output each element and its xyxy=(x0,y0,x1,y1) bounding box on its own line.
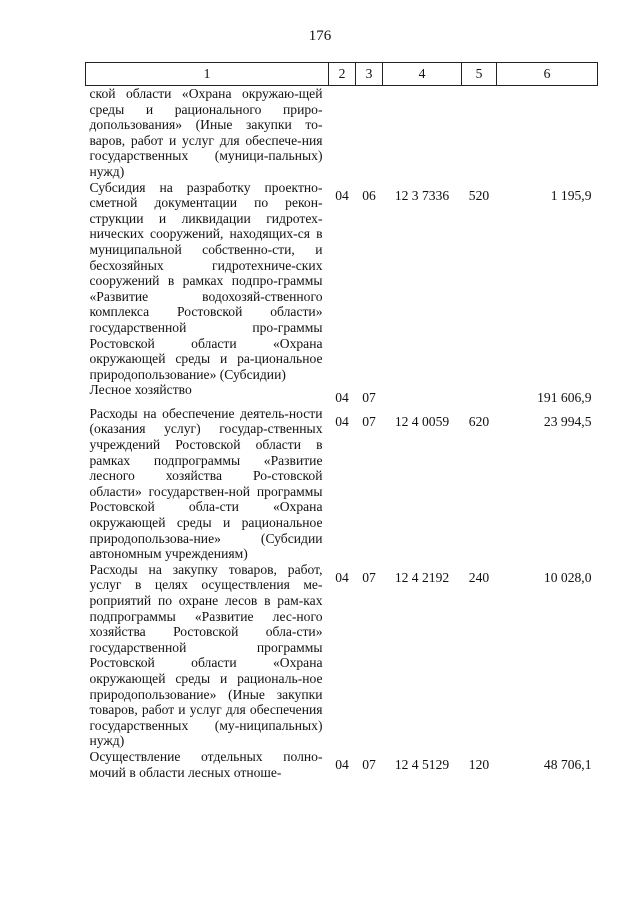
row-subsection xyxy=(356,86,383,180)
row-description: Осуществление отдельных полно-мочий в области лесных отноше- xyxy=(89,748,323,780)
row-description: Расходы на закупку товаров, работ, услуг в целях осуществления ме-роприятий по охране лесов в рам-ках подпрограммы «Развитие лес-ного хозяйства Ростовской обла-сти» государственной программы Ростовской области «Охрана окружающей среды и рациональ-ное природопользование» (Иные закупки товаров, работ и услуг для обеспечения государственных (му-ниципальных) нужд) xyxy=(89,561,323,749)
row-expense-type xyxy=(462,382,497,406)
row-target-code: 12 4 5129 xyxy=(394,756,450,772)
table-row xyxy=(86,749,598,780)
row-amount xyxy=(497,86,598,180)
row-target-code: 12 3 7336 xyxy=(394,187,450,203)
row-expense-type xyxy=(462,86,497,180)
row-target-code xyxy=(383,86,462,180)
row-expense-type: 520 xyxy=(468,187,490,203)
row-section: 04 xyxy=(335,187,349,203)
column-header: 4 xyxy=(383,63,462,86)
row-expense-type: 120 xyxy=(468,756,490,772)
row-amount: 48 706,1 xyxy=(543,756,592,772)
column-header: 3 xyxy=(356,63,383,86)
column-header: 5 xyxy=(462,63,497,86)
table-row xyxy=(86,406,598,562)
row-expense-type: 620 xyxy=(468,413,490,429)
table-row xyxy=(86,562,598,749)
row-section xyxy=(329,86,356,180)
table-row xyxy=(86,180,598,383)
page-number: 176 xyxy=(308,28,332,44)
row-section: 04 xyxy=(335,390,349,406)
row-amount: 23 994,5 xyxy=(543,413,592,429)
row-subsection: 07 xyxy=(362,390,376,406)
table-row xyxy=(86,382,598,406)
column-header: 2 xyxy=(329,63,356,86)
row-description: Расходы на обеспечение деятель-ности (оказания услуг) государ-ственных учреждений Ростовской области в рамках подпрограммы «Развитие лесного хозяйства Ро-стовской области» государствен-ной программы Ростовской обла-сти «Охрана окружающей среды и рациональное природопользова-ние» (Субсидии автономным учреждениям) xyxy=(89,405,323,562)
row-subsection: 06 xyxy=(362,187,376,203)
row-expense-type: 240 xyxy=(468,569,490,585)
row-subsection: 07 xyxy=(362,413,376,429)
row-description: ской области «Охрана окружаю-щей среды и рационального приро-допользования» (Иные закупки то-варов, работ и услуг для обеспече-ния государственных (муници-пальных) нужд) xyxy=(89,86,323,179)
row-section: 04 xyxy=(335,413,349,429)
row-description: Лесное хозяйство xyxy=(89,382,192,398)
column-header: 1 xyxy=(86,63,329,86)
row-amount: 10 028,0 xyxy=(543,569,592,585)
row-target-code: 12 4 0059 xyxy=(394,413,450,429)
table-header-row xyxy=(86,63,598,86)
row-target-code xyxy=(383,382,462,406)
column-header: 6 xyxy=(497,63,598,86)
row-subsection: 07 xyxy=(362,569,376,585)
row-subsection: 07 xyxy=(362,756,376,772)
row-amount: 1 195,9 xyxy=(550,187,592,203)
row-section: 04 xyxy=(335,569,349,585)
budget-table xyxy=(85,62,598,780)
row-target-code: 12 4 2192 xyxy=(394,569,450,585)
row-description: Субсидия на разработку проектно-сметной документации по рекон-струкции и ликвидации гидротех-нических сооружений, находящих-ся в муниципальной собственно-сти, и бесхозяйных гидротехниче-ских сооружений в рамках подпро-граммы «Развитие водохозяй-ственного комплекса Ростовской области» государственной про-граммы Ростовской области «Охрана окружающей среды и ра-циональное природопользование» (Субсидии) xyxy=(89,179,323,382)
row-section: 04 xyxy=(335,756,349,772)
table-row xyxy=(86,86,598,180)
row-amount: 191 606,9 xyxy=(537,390,592,406)
